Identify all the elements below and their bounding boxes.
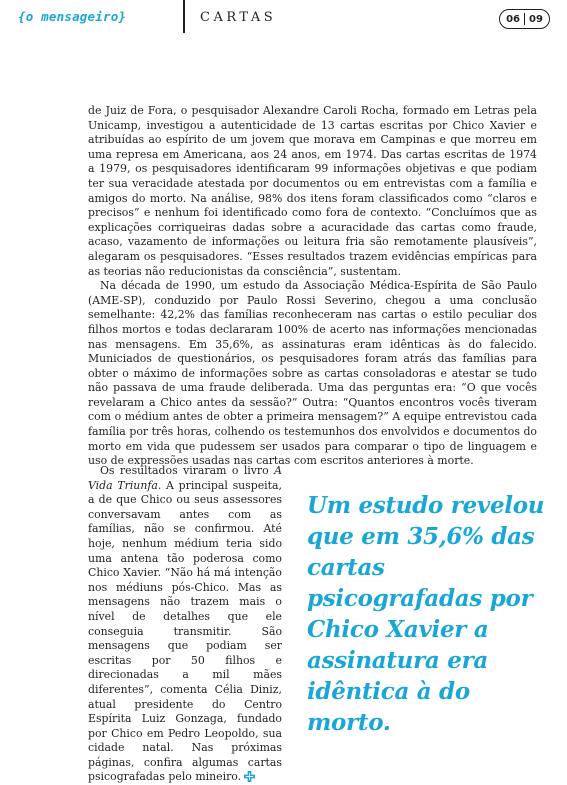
article-paragraph-1: de Juiz de Fora, o pesquisador Alexandre Caroli Rocha, formado em Letras pela Unicamp, investigou a autenticidade de 13 cartas escritas por Chico Xavier e atribuídas ao espírito de um jovem que morava em Campinas e que morreu em uma represa em Americana, aos 24 anos, em 1974. Das cartas escritas de 1974 a 1979, os pesquisadores identificaram 99 informações objetivas e que podiam ter sua veracidade atestada por documentos ou em entrevistas com a família e amigos do morto. Na análise, 98% dos itens foram classificados como “claros e precisos” e nenhum foi identificado como fora de contexto. “Concluímos que as explicações corriqueiras dadas sobre a acuracidade das cartas como fraude, acaso, vazamento de informações ou leitura fria são remotamente plausíveis”, alegaram os pesquisadores. “Esses resultados trazem evidências empíricas para as teorias não reducionistas da consciência”, sustentam. [88, 104, 537, 278]
page-separator [524, 13, 525, 25]
article-column [88, 464, 282, 785]
article-body [88, 104, 537, 469]
article-paragraph-3 [88, 464, 282, 785]
cross-end-mark-icon [244, 771, 255, 782]
page-total: 09 [529, 13, 543, 25]
paragraph-3-start: Os resultados viraram o livro [100, 464, 275, 477]
page-indicator [499, 9, 550, 29]
book-title: A Vida Triunfa [88, 464, 282, 492]
brand-logo: {o mensageiro} [18, 9, 127, 24]
pull-quote: Um estudo revelou que em 35,6% das cartas psicografadas por Chico Xavier a assinatura era idêntica à do morto. [307, 492, 545, 736]
header-divider [183, 0, 185, 33]
article-paragraph-2: Na década de 1990, um estudo da Associação Médica-Espírita de São Paulo (AME-SP), conduzido por Paulo Rossi Severino, chegou a uma conclusão semelhante: 42,2% das famílias reconheceram nas cartas o estilo peculiar dos filhos mortos e todas declararam 100% de acerto nas informações mencionadas nas mensagens. Em 35,6%, as assinaturas eram idênticas às do falecido. Municiados de questionários, os pesquisadores foram atrás das famílias para obter o máximo de informações sobre as cartas consoladoras e atestar se tudo não passava de uma fraude deliberada. Uma das perguntas era: “O que vocês revelaram a Chico antes da sessão?” Outra: “Quantos encontros vocês tiveram com o médium antes de obter a primeira mensagem?” A equipe entrevistou cada família por três horas, colhendo os testemunhos dos envolvidos e documentos do morto em vida que pudessem ser usados para comparar o tipo de linguagem e uso de expressões usadas nas cartas com escritos anteriores à morte. [88, 279, 537, 468]
paragraph-3-end: . A principal suspeita, a de que Chico ou seus assessores conversavam antes com as famílias, não se confirmou. Até hoje, nenhum médium teria sido uma antena tão poderosa como Chico Xavier. “Não há má intenção nos médiuns pós-Chico. Mas as mensagens não trazem mais o nível de detalhes que ele conseguia transmitir. São mensagens que podiam ser escritas por 50 filhos e direcionadas a mil mães diferentes”, comenta Célia Diniz, atual presidente do Centro Espírita Luiz Gonzaga, fundado por Chico em Pedro Leopoldo, sua cidade natal. Nas próximas páginas, confira algumas cartas psicografadas pelo mineiro. [88, 478, 282, 784]
page-header [0, 0, 567, 40]
page-current: 06 [506, 13, 520, 25]
section-title: CARTAS [200, 10, 277, 25]
